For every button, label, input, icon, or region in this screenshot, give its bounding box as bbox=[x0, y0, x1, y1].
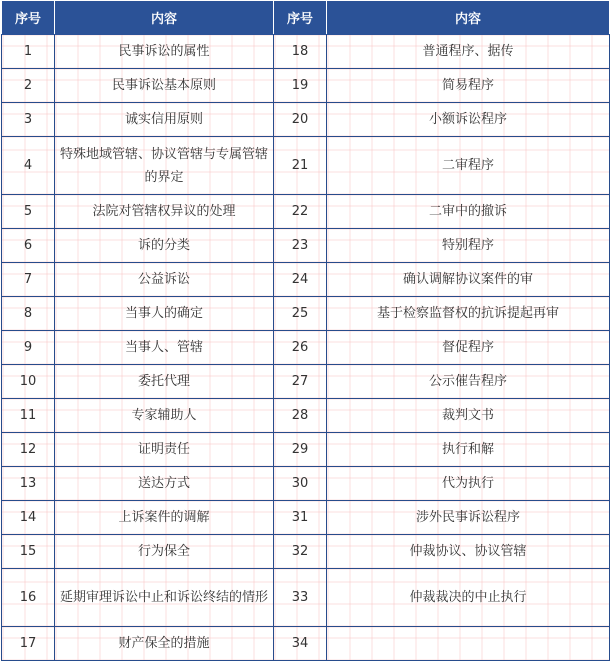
right-no-cell: 28 bbox=[274, 399, 327, 433]
right-content-cell: 基于检察监督权的抗诉提起再审 bbox=[327, 297, 610, 331]
left-no-cell: 13 bbox=[2, 467, 55, 501]
table-row bbox=[2, 263, 610, 297]
right-no-cell: 26 bbox=[274, 331, 327, 365]
left-no-cell: 6 bbox=[2, 229, 55, 263]
right-no-cell: 34 bbox=[274, 627, 327, 661]
right-no-cell: 22 bbox=[274, 195, 327, 229]
right-no-cell: 31 bbox=[274, 501, 327, 535]
left-no-cell: 14 bbox=[2, 501, 55, 535]
left-content-cell: 公益诉讼 bbox=[55, 263, 274, 297]
right-content-cell: 特别程序 bbox=[327, 229, 610, 263]
right-content-cell: 涉外民事诉讼程序 bbox=[327, 501, 610, 535]
right-content-cell: 小额诉讼程序 bbox=[327, 103, 610, 137]
right-content-cell: 二审中的撤诉 bbox=[327, 195, 610, 229]
right-no-cell: 21 bbox=[274, 137, 327, 195]
left-content-cell: 送达方式 bbox=[55, 467, 274, 501]
table-row bbox=[2, 467, 610, 501]
left-no-cell: 12 bbox=[2, 433, 55, 467]
right-content-cell: 二审程序 bbox=[327, 137, 610, 195]
right-content-cell: 督促程序 bbox=[327, 331, 610, 365]
left-content-cell: 行为保全 bbox=[55, 535, 274, 569]
left-content-cell: 专家辅助人 bbox=[55, 399, 274, 433]
table-row bbox=[2, 35, 610, 69]
right-content-cell: 执行和解 bbox=[327, 433, 610, 467]
table-row bbox=[2, 137, 610, 195]
left-content-cell: 证明责任 bbox=[55, 433, 274, 467]
left-no-cell: 3 bbox=[2, 103, 55, 137]
right-content-cell: 普通程序、据传 bbox=[327, 35, 610, 69]
left-content-cell: 诚实信用原则 bbox=[55, 103, 274, 137]
right-no-cell: 18 bbox=[274, 35, 327, 69]
table-row bbox=[2, 627, 610, 661]
right-content-cell: 简易程序 bbox=[327, 69, 610, 103]
right-content-cell: 确认调解协议案件的审 bbox=[327, 263, 610, 297]
left-content-cell: 委托代理 bbox=[55, 365, 274, 399]
header-no-left: 序号 bbox=[2, 1, 55, 35]
left-no-cell: 5 bbox=[2, 195, 55, 229]
left-content-cell: 民事诉讼基本原则 bbox=[55, 69, 274, 103]
right-content-cell: 仲裁裁决的中止执行 bbox=[327, 569, 610, 627]
right-no-cell: 19 bbox=[274, 69, 327, 103]
right-no-cell: 27 bbox=[274, 365, 327, 399]
left-no-cell: 4 bbox=[2, 137, 55, 195]
left-content-cell: 延期审理诉讼中止和诉讼终结的情形 bbox=[55, 569, 274, 627]
left-content-cell: 诉的分类 bbox=[55, 229, 274, 263]
left-no-cell: 15 bbox=[2, 535, 55, 569]
table-row bbox=[2, 569, 610, 627]
table-row bbox=[2, 331, 610, 365]
left-content-cell: 法院对管辖权异议的处理 bbox=[55, 195, 274, 229]
right-content-cell: 裁判文书 bbox=[327, 399, 610, 433]
left-no-cell: 11 bbox=[2, 399, 55, 433]
right-no-cell: 25 bbox=[274, 297, 327, 331]
left-no-cell: 17 bbox=[2, 627, 55, 661]
right-no-cell: 32 bbox=[274, 535, 327, 569]
table-row bbox=[2, 535, 610, 569]
table-row bbox=[2, 103, 610, 137]
header-row bbox=[2, 1, 610, 35]
left-content-cell: 当事人、管辖 bbox=[55, 331, 274, 365]
left-content-cell: 民事诉讼的属性 bbox=[55, 35, 274, 69]
left-no-cell: 1 bbox=[2, 35, 55, 69]
table-row bbox=[2, 399, 610, 433]
table-row bbox=[2, 229, 610, 263]
table-row bbox=[2, 501, 610, 535]
left-no-cell: 7 bbox=[2, 263, 55, 297]
right-content-cell: 仲裁协议、协议管辖 bbox=[327, 535, 610, 569]
header-content-left: 内容 bbox=[55, 1, 274, 35]
right-content-cell: 代为执行 bbox=[327, 467, 610, 501]
table-row bbox=[2, 297, 610, 331]
right-no-cell: 20 bbox=[274, 103, 327, 137]
right-no-cell: 29 bbox=[274, 433, 327, 467]
header-content-right: 内容 bbox=[327, 1, 610, 35]
left-content-cell: 上诉案件的调解 bbox=[55, 501, 274, 535]
table-row bbox=[2, 69, 610, 103]
left-content-cell: 特殊地域管辖、协议管辖与专属管辖的界定 bbox=[55, 137, 274, 195]
left-no-cell: 10 bbox=[2, 365, 55, 399]
left-no-cell: 9 bbox=[2, 331, 55, 365]
left-content-cell: 财产保全的措施 bbox=[55, 627, 274, 661]
right-no-cell: 23 bbox=[274, 229, 327, 263]
left-no-cell: 2 bbox=[2, 69, 55, 103]
right-content-cell bbox=[327, 627, 610, 661]
right-content-cell: 公示催告程序 bbox=[327, 365, 610, 399]
left-no-cell: 16 bbox=[2, 569, 55, 627]
right-no-cell: 30 bbox=[274, 467, 327, 501]
topic-table bbox=[1, 0, 610, 661]
right-no-cell: 24 bbox=[274, 263, 327, 297]
header-no-right: 序号 bbox=[274, 1, 327, 35]
left-no-cell: 8 bbox=[2, 297, 55, 331]
table-row bbox=[2, 433, 610, 467]
left-content-cell: 当事人的确定 bbox=[55, 297, 274, 331]
table-row bbox=[2, 195, 610, 229]
table-row bbox=[2, 365, 610, 399]
right-no-cell: 33 bbox=[274, 569, 327, 627]
